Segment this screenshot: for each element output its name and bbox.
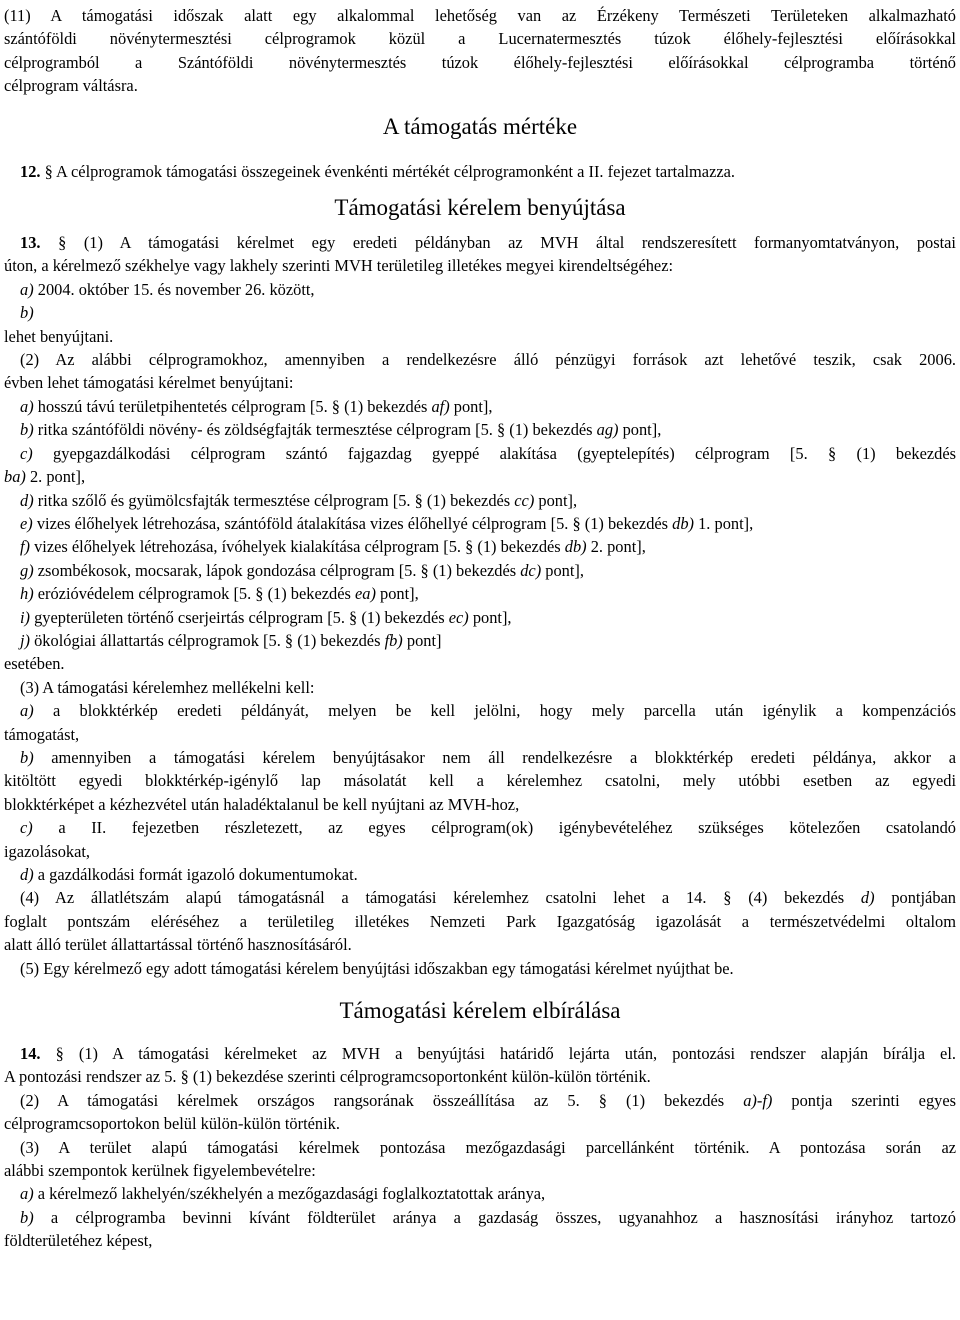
item-text: pont], xyxy=(375,584,419,604)
item-text: 2. pont], xyxy=(586,537,646,557)
item-label: d) xyxy=(20,490,34,510)
list-item xyxy=(4,746,956,769)
list-item xyxy=(4,816,956,839)
text-line: földterületéhez képest, xyxy=(4,1231,153,1251)
list-item xyxy=(4,278,956,301)
section-14 xyxy=(4,1042,956,1253)
list-item xyxy=(4,489,956,512)
item-text: ökológiai állattartás célprogramok [5. § (1) bekezdés xyxy=(30,630,385,650)
paragraph-sign: § xyxy=(44,161,53,181)
item-text: pont], xyxy=(618,420,662,440)
text-line: A célprogramok támogatási összegeinek évenkénti mértékét célprogramonként a II. fejezet tartalmazza. xyxy=(52,161,735,181)
text-line: támogatást, xyxy=(4,724,80,744)
item-text: pont], xyxy=(468,607,512,627)
text-span: a gazdálkodási formát igazoló dokumentumokat. xyxy=(33,865,358,884)
text-line: évben lehet támogatási kérelmet benyújtani: xyxy=(4,373,294,393)
item-label: d) xyxy=(20,865,34,884)
text-line xyxy=(4,465,956,488)
item-text: ritka szőlő és gyümölcsfajták termesztése célprogram [5. § (1) bekezdés xyxy=(33,490,515,510)
text-line: úton, a kérelmező székhelye vagy lakhely szerinti MVH területileg illetékes megyei kirendeltségéhez: xyxy=(4,256,674,276)
text-span: (4) Az állatlétszám alapú támogatásnál a támogatási kérelemhez csatolni lehet a 14. § (4) bekezdés xyxy=(20,888,861,908)
section-heading-application-submission: Támogatási kérelem benyújtása xyxy=(334,195,626,221)
section-number: 12. xyxy=(20,161,41,181)
section-number: 13. xyxy=(20,233,41,253)
ref-label: ag) xyxy=(596,420,619,440)
ref-label: db) xyxy=(672,513,695,533)
section-13 xyxy=(4,231,956,980)
ref-label: af) xyxy=(431,396,450,416)
text-line xyxy=(4,231,956,254)
section-heading-support-amount: A támogatás mértéke xyxy=(382,113,578,139)
list-item xyxy=(4,301,956,324)
item-label: c) xyxy=(20,818,33,838)
paragraph-sign: § xyxy=(58,233,67,253)
item-text: vizes élőhelyek létrehozása, szántóföld átalakítása vizes élőhellyé célprogram [5. § (1) bekezdés xyxy=(32,513,673,533)
paragraph-11 xyxy=(4,4,956,98)
list-item xyxy=(4,699,956,722)
section-12 xyxy=(4,160,956,183)
list-item xyxy=(4,606,956,629)
ref-label: ec) xyxy=(448,607,469,627)
item-label: b) xyxy=(20,1207,34,1227)
item-text: 1. pont], xyxy=(694,513,754,533)
text-line: alatt álló terület állattartással történő hasznosításáról. xyxy=(4,935,352,955)
text-span: a célprogramba bevinni kívánt földterület aránya a gazdaság összes, ugyanahhoz a hasznosítási irányhoz tartozó xyxy=(33,1207,956,1227)
item-text: vizes élőhelyek létrehozása, ívóhelyek kialakítása célprogram [5. § (1) bekezdés xyxy=(30,537,565,557)
item-label: h) xyxy=(20,584,34,604)
ref-label: ea) xyxy=(354,584,376,604)
list-item xyxy=(4,629,956,652)
ref-label: dc) xyxy=(520,560,542,580)
text-line: szántóföldi növénytermesztési célprogramok közül a Lucernatermesztés túzok élőhely-fejlesztési előírásokkal xyxy=(4,29,956,49)
text-line: (5) Egy kérelmező egy adott támogatási kérelem benyújtási időszakban egy támogatási kérelmet nyújthat be. xyxy=(20,958,734,978)
item-label: e) xyxy=(20,513,33,533)
text-line xyxy=(4,1042,956,1065)
item-label: a) xyxy=(20,396,34,416)
item-label: b) xyxy=(20,303,34,323)
item-text: gyepgazdálkodási célprogram szántó fajgazdag gyeppé alakítása (gyeptelepítés) célprogram [5. § (1) bekezdés xyxy=(32,443,956,463)
item-label: b) xyxy=(20,747,34,767)
list-item xyxy=(4,1206,956,1229)
item-text: ritka szántóföldi növény- és zöldségfajták termesztése célprogram [5. § (1) bekezdés xyxy=(33,420,597,440)
item-text: pont], xyxy=(541,560,584,580)
ref-label: db) xyxy=(564,537,587,557)
ref-label: cc) xyxy=(514,490,535,510)
list-item xyxy=(4,582,956,605)
text-line: esetében. xyxy=(4,654,65,674)
list-item xyxy=(4,512,956,535)
text-span: a blokktérkép eredeti példányát, melyen be kell jelölni, hogy mely parcella után igénylik a kompenzációs xyxy=(33,701,956,721)
item-label: f) xyxy=(20,537,31,557)
text-span: pontjában xyxy=(874,888,956,908)
text-line: (2) Az alábbi célprogramokhoz, amennyiben a rendelkezésre álló pénzügyi források azt lehetővé teszik, csak 2006. xyxy=(20,350,956,370)
item-label: j) xyxy=(20,630,31,650)
text-span: (2) A támogatási kérelmek országos rangsorának összeállítása az 5. § (1) bekezdés xyxy=(20,1090,744,1110)
item-text: 2. pont], xyxy=(25,467,86,487)
text-line: foglalt pontszám eléréséhez a területileg illetékes Nemzeti Park Igazgatóság igazolását a természetvédelmi oltalom xyxy=(4,911,956,931)
text-span: amennyiben a támogatási kérelem benyújtásakor nem áll rendelkezésre a blokktérkép eredeti példánya, akkor a xyxy=(33,747,956,767)
text-span: (1) A támogatási kérelmeket az MVH a benyújtási határidő lejárta után, pontozási rendszer alapján bírálja el. xyxy=(63,1044,956,1064)
ref-label: ba) xyxy=(4,467,26,487)
item-label: a) xyxy=(20,1184,34,1204)
item-label: a) xyxy=(20,701,34,721)
text-line xyxy=(4,1089,956,1112)
text-line: (3) A támogatási kérelemhez mellékelni kell: xyxy=(20,677,315,697)
text-span: pontja szerinti egyes xyxy=(772,1090,956,1110)
item-text: gyepterületen történő cserjeirtás célprogram [5. § (1) bekezdés xyxy=(30,607,449,627)
list-item xyxy=(4,559,956,582)
list-item xyxy=(4,863,956,886)
item-text: 2004. október 15. és november 26. között, xyxy=(33,279,315,299)
item-label: c) xyxy=(20,443,33,463)
text-line: lehet benyújtani. xyxy=(4,326,114,346)
target-program-list xyxy=(4,395,956,652)
text-span: (1) A támogatási kérelmet egy eredeti példányban az MVH által rendszeresített formanyomtatványon, postai xyxy=(66,233,956,253)
paragraph-sign: § xyxy=(55,1044,64,1064)
list-item xyxy=(4,1182,956,1205)
list-item xyxy=(4,442,956,465)
list-item xyxy=(4,418,956,441)
item-text: pont], xyxy=(534,490,578,510)
text-line: blokktérképet a kézhezvétel után haladéktalanul be kell nyújtani az MVH-hoz, xyxy=(4,794,520,814)
text-line xyxy=(4,886,956,909)
text-line: célprogram váltásra. xyxy=(4,76,138,96)
item-label: i) xyxy=(20,607,31,627)
item-text: hosszú távú területpihentetés célprogram [5. § (1) bekezdés xyxy=(33,396,432,416)
ref-label: a)-f) xyxy=(743,1090,773,1110)
text-line: alábbi szempontok kerülnek figyelembevételre: xyxy=(4,1161,316,1181)
item-label: g) xyxy=(20,560,34,580)
item-text: pont] xyxy=(402,630,442,650)
section-number: 14. xyxy=(20,1044,41,1064)
text-span: a II. fejezetben részletezett, az egyes célprogram(ok) igénybevételéhez szükséges kötelezően csatolandó xyxy=(32,818,956,838)
item-text: erózióvédelem célprogramok [5. § (1) bekezdés xyxy=(33,584,355,604)
section-heading-application-evaluation: Támogatási kérelem elbírálása xyxy=(339,998,621,1024)
list-item xyxy=(4,535,956,558)
text-line: célprogramból a Szántóföldi növénytermesztés túzok élőhely-fejlesztési előírásokkal célprogramba történő xyxy=(4,52,956,72)
item-label: b) xyxy=(20,420,34,440)
item-text: zsombékosok, mocsarak, lápok gondozása célprogram [5. § (1) bekezdés xyxy=(33,560,521,580)
text-span: a kérelmező lakhelyén/székhelyén a mezőgazdasági foglalkoztatottak aránya, xyxy=(33,1184,546,1204)
list-item xyxy=(4,395,956,418)
ref-label: d) xyxy=(860,888,875,908)
text-line: igazolásokat, xyxy=(4,841,91,861)
text-line: kitöltött egyedi blokktérkép-igénylő lap másolatát kell a kérelemhez csatolni, mely utóbbi esetben az egyedi xyxy=(4,771,956,791)
text-line: (11) A támogatási időszak alatt egy alkalommal lehetőség van az Érzékeny Természeti Területeken alkalmazható xyxy=(4,6,956,25)
text-line: A pontozási rendszer az 5. § (1) bekezdése szerinti célprogramcsoportonként külön-külön történik. xyxy=(4,1067,651,1087)
item-text: pont], xyxy=(449,396,493,416)
item-label: a) xyxy=(20,279,34,299)
text-line: célprogramcsoportokon belül külön-külön történik. xyxy=(4,1114,340,1134)
text-line: (3) A terület alapú támogatási kérelmek pontozása mezőgazdasági parcellánként történik. A pontozása során az xyxy=(20,1137,956,1157)
ref-label: fb) xyxy=(384,630,403,650)
